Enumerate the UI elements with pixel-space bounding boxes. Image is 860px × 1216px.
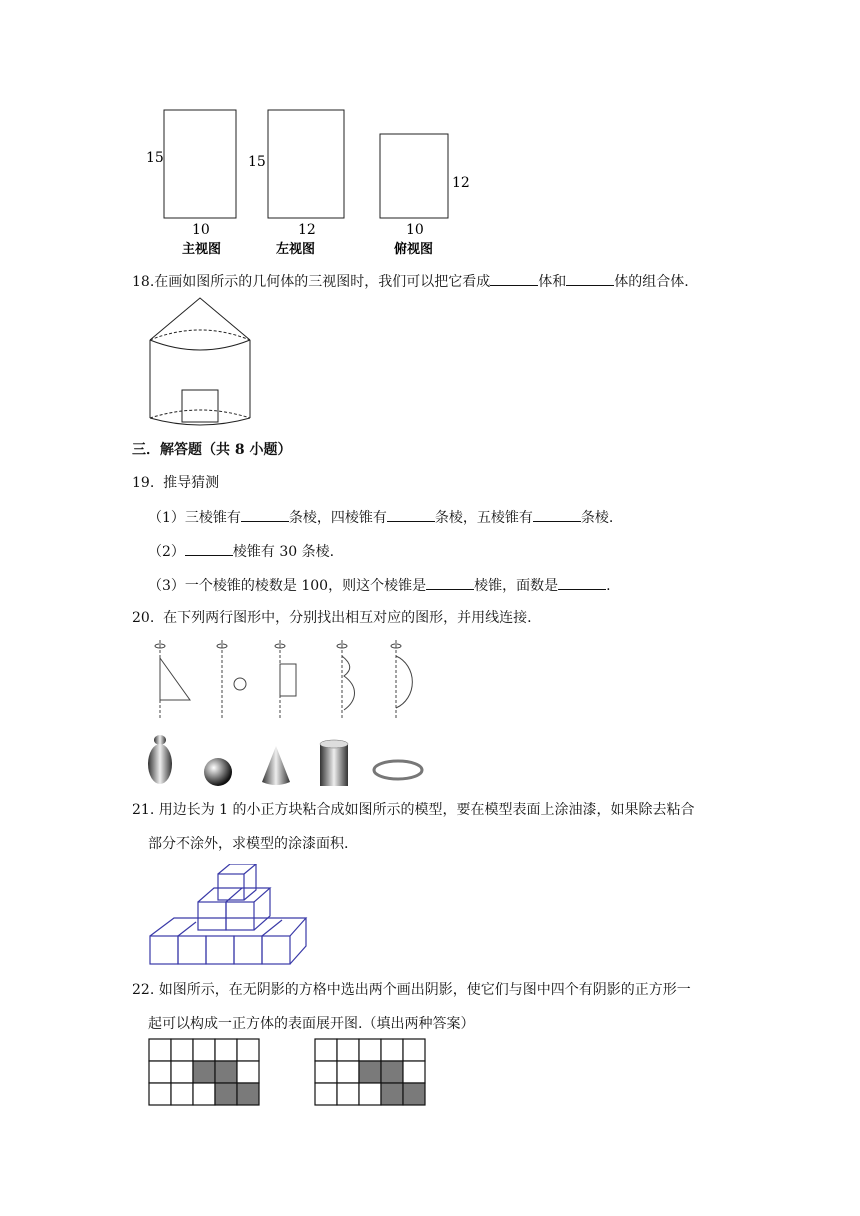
grid-cell[interactable]	[171, 1061, 193, 1083]
front-view-rect	[164, 110, 236, 218]
q18-text: 18.在画如图所示的几何体的三视图时，我们可以把它看成 体和 体的组合体.	[132, 271, 689, 292]
grid-cell[interactable]	[171, 1039, 193, 1061]
q21-line-1: 21. 用边长为 1 的小正方块粘合成如图所示的模型，要在模型表面上涂油漆，如果除去粘合	[132, 802, 695, 818]
small-circle-shape	[234, 678, 246, 690]
vase-solid	[148, 735, 172, 784]
left-view-rect	[268, 110, 344, 218]
cone-solid	[262, 746, 290, 785]
left-height-label: 15	[248, 154, 266, 170]
top-view-rect	[380, 134, 448, 218]
front-width-label: 10	[192, 222, 210, 238]
front-view-caption: 主视图	[182, 242, 222, 257]
q21-number: 21.	[132, 802, 155, 818]
ring-solid	[374, 761, 422, 779]
q19-line-3: （3）一个棱锥的棱数是 100，则这个棱锥是 棱锥，面数是 .	[148, 575, 611, 596]
q19-blank-6[interactable]	[558, 575, 606, 590]
grid-cell[interactable]	[403, 1039, 425, 1061]
q19-blank-4[interactable]	[185, 541, 233, 556]
three-views-figure	[140, 104, 480, 260]
q20-number: 20.	[132, 610, 155, 626]
grid-cell[interactable]	[193, 1039, 215, 1061]
q19-line-2: （2） 棱锥有 30 条棱.	[148, 541, 334, 562]
grid-cell[interactable]	[315, 1039, 337, 1061]
q19-line-1: （1）三棱锥有 条棱，四棱锥有 条棱，五棱锥有 条棱.	[148, 507, 613, 528]
semicircle-shape	[396, 656, 412, 708]
front-height-label: 15	[146, 150, 164, 166]
top-view-caption: 俯视图	[394, 242, 434, 257]
net-grid-answer-1[interactable]	[148, 1038, 262, 1108]
top-width-label: 10	[406, 222, 424, 238]
q22-line-1: 22. 如图所示，在无阴影的方格中选出两个画出阴影，使它们与图中四个有阴影的正方形一	[132, 982, 691, 998]
cone-cylinder-figure	[144, 294, 260, 428]
axis-2	[217, 640, 227, 718]
grid-cell-shaded	[381, 1083, 403, 1105]
grid-cell-shaded	[237, 1083, 259, 1105]
grid-cell-shaded	[381, 1061, 403, 1083]
q19-blank-5[interactable]	[426, 575, 474, 590]
q21-line-2: 部分不涂外，求模型的涂漆面积.	[148, 836, 349, 852]
grid-cell[interactable]	[149, 1039, 171, 1061]
section-3-title: 三．解答题（共 8 小题）	[132, 442, 292, 458]
grid-cell-shaded	[215, 1083, 237, 1105]
q20-text: 20. 在下列两行图形中，分别找出相互对应的图形，并用线连接.	[132, 610, 532, 626]
q18-blank-2[interactable]	[566, 271, 614, 286]
grid-cell[interactable]	[171, 1083, 193, 1105]
grid-cell[interactable]	[149, 1083, 171, 1105]
grid-cell[interactable]	[337, 1061, 359, 1083]
grid-cell[interactable]	[315, 1061, 337, 1083]
grid-cell[interactable]	[215, 1039, 237, 1061]
grid-cell-shaded	[359, 1061, 381, 1083]
curve-shape	[342, 656, 355, 710]
q19-title-line: 19. 推导猜测	[132, 475, 220, 491]
axis-4	[337, 640, 347, 718]
grid-cell[interactable]	[237, 1061, 259, 1083]
revolution-figure	[146, 634, 428, 792]
grid-cell[interactable]	[337, 1083, 359, 1105]
grid-cell[interactable]	[315, 1083, 337, 1105]
cube-model-figure	[146, 864, 308, 968]
cylinder-solid	[320, 740, 348, 786]
grid-cell-shaded	[193, 1061, 215, 1083]
grid-cell[interactable]	[403, 1061, 425, 1083]
q18-blank-1[interactable]	[490, 271, 538, 286]
left-width-label: 12	[298, 222, 316, 238]
grid-cell[interactable]	[359, 1083, 381, 1105]
q22-line-2: 起可以构成一正方体的表面展开图.（填出两种答案）	[148, 1016, 475, 1032]
q19-blank-1[interactable]	[241, 507, 289, 522]
q19-number: 19.	[132, 475, 155, 491]
triangle-shape	[160, 658, 190, 700]
q18-number: 18.	[132, 274, 155, 290]
grid-cell[interactable]	[359, 1039, 381, 1061]
q19-blank-2[interactable]	[387, 507, 435, 522]
sphere-solid	[204, 758, 232, 786]
rectangle-shape	[280, 664, 296, 696]
q19-blank-3[interactable]	[533, 507, 581, 522]
grid-cell-shaded	[403, 1083, 425, 1105]
grid-cell[interactable]	[149, 1061, 171, 1083]
grid-cell[interactable]	[193, 1083, 215, 1105]
grid-cell[interactable]	[337, 1039, 359, 1061]
grid-cell[interactable]	[237, 1039, 259, 1061]
net-grid-answer-2[interactable]	[314, 1038, 428, 1108]
q22-number: 22.	[132, 982, 155, 998]
top-depth-label: 12	[452, 175, 470, 191]
grid-cell[interactable]	[381, 1039, 403, 1061]
grid-cell-shaded	[215, 1061, 237, 1083]
left-view-caption: 左视图	[276, 242, 316, 257]
